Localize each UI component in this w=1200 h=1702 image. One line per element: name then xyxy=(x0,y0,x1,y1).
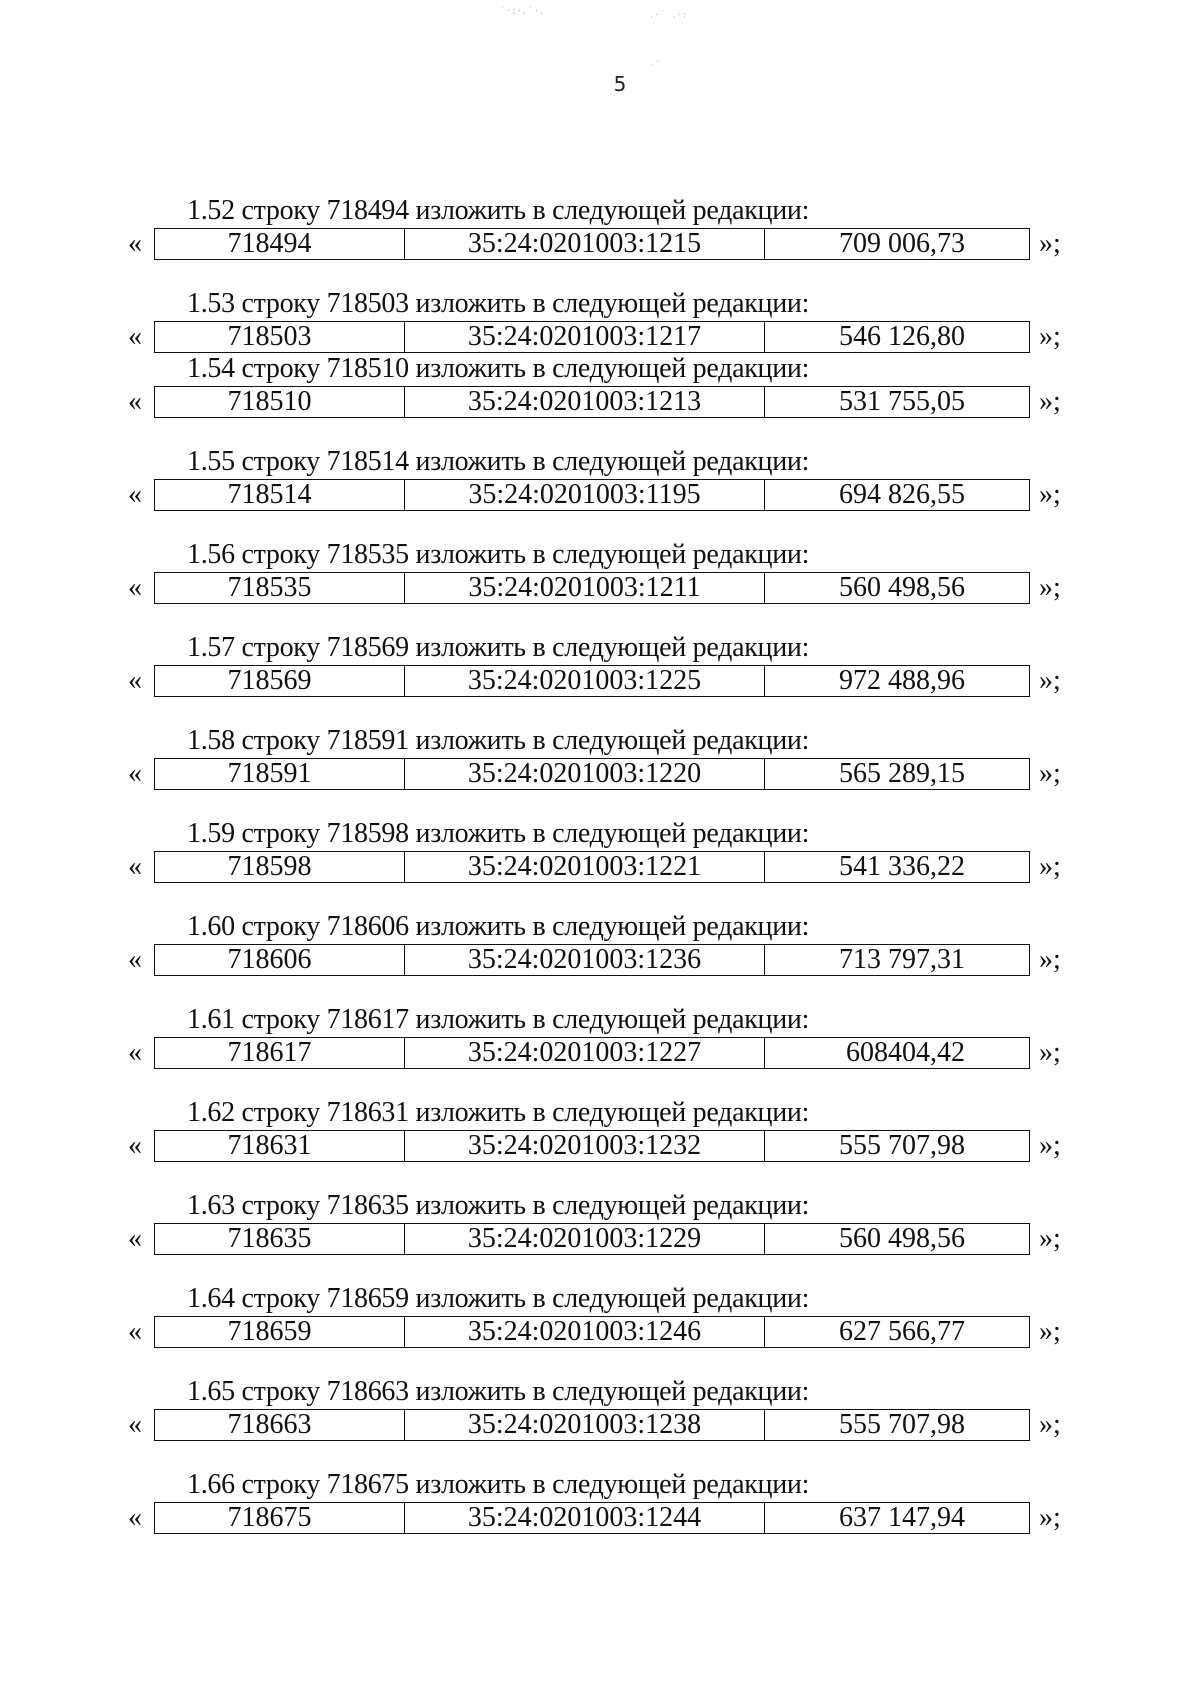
closing-quote: »; xyxy=(1039,321,1061,352)
value-cell: 713 797,31 xyxy=(839,945,965,975)
amendment-entry xyxy=(0,196,1200,268)
row-number-cell: 718631 xyxy=(155,1131,405,1161)
cadastral-number-cell: 35:24:0201003:1238 xyxy=(405,1410,765,1440)
cadastral-number-cell: 35:24:0201003:1217 xyxy=(405,322,765,352)
row-number-cell: 718591 xyxy=(155,759,405,789)
cadastral-number-cell: 35:24:0201003:1215 xyxy=(405,229,765,259)
amendment-entry xyxy=(0,1098,1200,1170)
table-row xyxy=(154,944,1030,976)
row-number-cell: 718675 xyxy=(155,1503,405,1533)
opening-quote: « xyxy=(128,1409,142,1440)
closing-quote: »; xyxy=(1039,758,1061,789)
closing-quote: »; xyxy=(1039,1409,1061,1440)
closing-quote: »; xyxy=(1039,479,1061,510)
amendment-entry xyxy=(0,1005,1200,1077)
amendment-entry xyxy=(0,289,1200,361)
value-cell: 637 147,94 xyxy=(839,1503,965,1533)
amendment-entry xyxy=(0,726,1200,798)
closing-quote: »; xyxy=(1039,1316,1061,1347)
amendment-entry xyxy=(0,1191,1200,1263)
opening-quote: « xyxy=(128,1316,142,1347)
value-cell: 627 566,77 xyxy=(839,1317,965,1347)
cadastral-number-cell: 35:24:0201003:1227 xyxy=(405,1038,765,1068)
amendment-heading: 1.58 строку 718591 изложить в следующей редакции: xyxy=(187,725,810,756)
cadastral-number-cell: 35:24:0201003:1220 xyxy=(405,759,765,789)
amendment-entry xyxy=(0,1377,1200,1449)
row-number-cell: 718510 xyxy=(155,387,405,417)
opening-quote: « xyxy=(128,665,142,696)
amendment-heading: 1.66 строку 718675 изложить в следующей редакции: xyxy=(187,1469,810,1500)
table-row xyxy=(154,228,1030,260)
amendment-heading: 1.60 строку 718606 изложить в следующей редакции: xyxy=(187,911,810,942)
table-row xyxy=(154,1223,1030,1255)
cadastral-number-cell: 35:24:0201003:1213 xyxy=(405,387,765,417)
opening-quote: « xyxy=(128,1130,142,1161)
cadastral-number-cell: 35:24:0201003:1236 xyxy=(405,945,765,975)
amendment-heading: 1.52 строку 718494 изложить в следующей редакции: xyxy=(187,195,810,226)
closing-quote: »; xyxy=(1039,386,1061,417)
closing-quote: »; xyxy=(1039,665,1061,696)
opening-quote: « xyxy=(128,228,142,259)
opening-quote: « xyxy=(128,1502,142,1533)
value-cell: 565 289,15 xyxy=(839,759,965,789)
table-row xyxy=(154,321,1030,353)
amendment-entry xyxy=(0,447,1200,519)
closing-quote: »; xyxy=(1039,228,1061,259)
value-cell: 555 707,98 xyxy=(839,1410,965,1440)
scan-artifact: ·˙ xyxy=(650,60,663,71)
table-row xyxy=(154,1502,1030,1534)
closing-quote: »; xyxy=(1039,851,1061,882)
value-cell: 560 498,56 xyxy=(839,573,965,603)
cadastral-number-cell: 35:24:0201003:1225 xyxy=(405,666,765,696)
amendment-heading: 1.57 строку 718569 изложить в следующей редакции: xyxy=(187,632,810,663)
row-number-cell: 718598 xyxy=(155,852,405,882)
closing-quote: »; xyxy=(1039,1223,1061,1254)
value-cell: 531 755,05 xyxy=(839,387,965,417)
value-cell: 972 488,96 xyxy=(839,666,965,696)
amendment-heading: 1.63 строку 718635 изложить в следующей редакции: xyxy=(187,1190,810,1221)
closing-quote: »; xyxy=(1039,1130,1061,1161)
amendment-entry xyxy=(0,354,1200,426)
amendment-entry xyxy=(0,540,1200,612)
amendment-entry xyxy=(0,633,1200,705)
table-row xyxy=(154,1316,1030,1348)
cadastral-number-cell: 35:24:0201003:1211 xyxy=(405,573,765,603)
amendment-heading: 1.54 строку 718510 изложить в следующей редакции: xyxy=(187,353,810,384)
row-number-cell: 718569 xyxy=(155,666,405,696)
cadastral-number-cell: 35:24:0201003:1244 xyxy=(405,1503,765,1533)
table-row xyxy=(154,572,1030,604)
closing-quote: »; xyxy=(1039,572,1061,603)
cadastral-number-cell: 35:24:0201003:1232 xyxy=(405,1131,765,1161)
closing-quote: »; xyxy=(1039,1502,1061,1533)
row-number-cell: 718617 xyxy=(155,1038,405,1068)
row-number-cell: 718494 xyxy=(155,229,405,259)
table-row xyxy=(154,479,1030,511)
table-row xyxy=(154,665,1030,697)
row-number-cell: 718535 xyxy=(155,573,405,603)
opening-quote: « xyxy=(128,1223,142,1254)
opening-quote: « xyxy=(128,321,142,352)
row-number-cell: 718659 xyxy=(155,1317,405,1347)
table-row xyxy=(154,386,1030,418)
opening-quote: « xyxy=(128,1037,142,1068)
amendment-heading: 1.65 строку 718663 изложить в следующей редакции: xyxy=(187,1376,810,1407)
cadastral-number-cell: 35:24:0201003:1246 xyxy=(405,1317,765,1347)
value-cell: 555 707,98 xyxy=(839,1131,965,1161)
table-row xyxy=(154,1409,1030,1441)
value-cell: 560 498,56 xyxy=(839,1224,965,1254)
closing-quote: »; xyxy=(1039,944,1061,975)
row-number-cell: 718514 xyxy=(155,480,405,510)
table-row xyxy=(154,1037,1030,1069)
table-row xyxy=(154,758,1030,790)
value-cell: 546 126,80 xyxy=(839,322,965,352)
value-cell: 541 336,22 xyxy=(839,852,965,882)
opening-quote: « xyxy=(128,944,142,975)
value-cell: 608404,42 xyxy=(846,1038,965,1068)
row-number-cell: 718606 xyxy=(155,945,405,975)
scan-artifact: .·˙ .·: xyxy=(650,10,689,21)
table-row xyxy=(154,851,1030,883)
amendment-heading: 1.53 строку 718503 изложить в следующей редакции: xyxy=(187,288,810,319)
amendment-heading: 1.56 строку 718535 изложить в следующей редакции: xyxy=(187,539,810,570)
amendment-heading: 1.55 строку 718514 изложить в следующей редакции: xyxy=(187,446,810,477)
value-cell: 694 826,55 xyxy=(839,480,965,510)
value-cell: 709 006,73 xyxy=(839,229,965,259)
cadastral-number-cell: 35:24:0201003:1221 xyxy=(405,852,765,882)
page-number: 5 xyxy=(613,72,627,96)
amendment-entry xyxy=(0,819,1200,891)
scan-artifact: ˙·:·.˙·. xyxy=(500,6,546,17)
amendment-heading: 1.59 строку 718598 изложить в следующей редакции: xyxy=(187,818,810,849)
amendment-heading: 1.64 строку 718659 изложить в следующей редакции: xyxy=(187,1283,810,1314)
opening-quote: « xyxy=(128,572,142,603)
amendment-entry xyxy=(0,912,1200,984)
table-row xyxy=(154,1130,1030,1162)
amendment-heading: 1.61 строку 718617 изложить в следующей редакции: xyxy=(187,1004,810,1035)
closing-quote: »; xyxy=(1039,1037,1061,1068)
opening-quote: « xyxy=(128,851,142,882)
amendment-entry xyxy=(0,1470,1200,1542)
cadastral-number-cell: 35:24:0201003:1229 xyxy=(405,1224,765,1254)
amendment-entry xyxy=(0,1284,1200,1356)
opening-quote: « xyxy=(128,386,142,417)
row-number-cell: 718663 xyxy=(155,1410,405,1440)
cadastral-number-cell: 35:24:0201003:1195 xyxy=(405,480,765,510)
opening-quote: « xyxy=(128,758,142,789)
amendment-heading: 1.62 строку 718631 изложить в следующей редакции: xyxy=(187,1097,810,1128)
opening-quote: « xyxy=(128,479,142,510)
row-number-cell: 718635 xyxy=(155,1224,405,1254)
row-number-cell: 718503 xyxy=(155,322,405,352)
